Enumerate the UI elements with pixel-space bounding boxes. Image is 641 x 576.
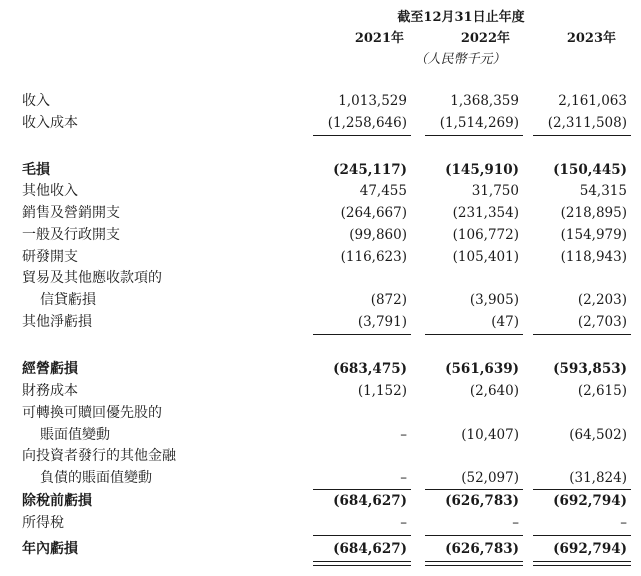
value-2022: (231,354) [452, 205, 519, 221]
table-row [0, 90, 641, 112]
table-row [0, 424, 641, 446]
row-label: 研發開支 [22, 249, 78, 265]
row-label: 收入 [22, 93, 50, 109]
value-2021: (264,667) [340, 205, 407, 221]
value-2021: (872) [370, 292, 407, 308]
year-header-2023: 2023年 [566, 31, 616, 46]
value-2022: – [512, 515, 519, 531]
value-2022: 31,750 [471, 183, 519, 199]
value-2022: (47) [491, 314, 519, 330]
row-label: 其他淨虧損 [22, 314, 92, 330]
subtotal-rule [533, 535, 631, 536]
table-row [0, 490, 641, 512]
subtotal-rule [425, 334, 523, 335]
total-double-rule [313, 561, 411, 566]
value-2021: 1,013,529 [338, 93, 407, 109]
value-2022: (626,783) [445, 541, 519, 557]
subtotal-rule [313, 535, 411, 536]
value-2023: (2,615) [577, 383, 627, 399]
value-2023: (218,895) [560, 205, 627, 221]
subtotal-rule [313, 334, 411, 335]
subtotal-rule [313, 135, 411, 136]
table-row [0, 202, 641, 224]
value-2023: – [620, 515, 627, 531]
table-row [0, 180, 641, 202]
value-2021: (3,791) [357, 314, 407, 330]
value-2023: (2,311,508) [547, 115, 627, 131]
value-2021: (99,860) [349, 227, 407, 243]
value-2021: (684,627) [333, 493, 407, 509]
value-2023: (593,853) [553, 361, 627, 377]
row-label: 毛損 [22, 162, 50, 178]
value-2023: (692,794) [553, 541, 627, 557]
year-header-2022: 2022年 [460, 31, 510, 46]
value-2022: (52,097) [461, 470, 519, 486]
row-label: 收入成本 [22, 115, 78, 131]
total-double-rule [425, 561, 523, 566]
value-2021: (1,152) [357, 383, 407, 399]
row-label: 信貸虧損 [40, 292, 96, 308]
table-row [0, 512, 641, 534]
value-2022: (1,514,269) [439, 115, 519, 131]
value-2021: (245,117) [333, 162, 407, 178]
table-row [0, 246, 641, 268]
value-2022: (3,905) [469, 292, 519, 308]
table-row [0, 112, 641, 134]
value-2021: – [400, 427, 407, 443]
row-label: 財務成本 [22, 383, 78, 399]
value-2022: (105,401) [452, 249, 519, 265]
value-2023: 2,161,063 [558, 93, 627, 109]
row-label: 向投資者發行的其他金融 [22, 448, 176, 464]
value-2021: (1,258,646) [327, 115, 407, 131]
table-row [0, 467, 641, 489]
value-2023: (2,203) [577, 292, 627, 308]
period-header: 截至12月31日止年度 [397, 10, 525, 25]
table-row [0, 402, 641, 424]
table-row [0, 538, 641, 560]
value-2022: (561,639) [445, 361, 519, 377]
unit-note: （人民幣千元） [414, 52, 506, 67]
value-2023: (118,943) [560, 249, 627, 265]
subtotal-rule [533, 135, 631, 136]
row-label: 一般及行政開支 [22, 227, 120, 243]
value-2021: 47,455 [359, 183, 407, 199]
table-row [0, 224, 641, 246]
row-label: 賬面值變動 [40, 427, 110, 443]
row-label: 負債的賬面值變動 [40, 470, 152, 486]
subtotal-rule [425, 535, 523, 536]
value-2022: (626,783) [445, 493, 519, 509]
value-2021: (116,623) [340, 249, 407, 265]
value-2023: (154,979) [560, 227, 627, 243]
row-label: 除稅前虧損 [22, 493, 92, 509]
row-label: 所得稅 [22, 515, 64, 531]
value-2022: (2,640) [469, 383, 519, 399]
subtotal-rule [533, 334, 631, 335]
row-label: 貿易及其他應收款項的 [22, 270, 162, 286]
value-2021: – [400, 470, 407, 486]
table-row [0, 445, 641, 467]
value-2023: (2,703) [577, 314, 627, 330]
row-label: 銷售及營銷開支 [22, 205, 120, 221]
value-2023: 54,315 [579, 183, 627, 199]
row-label: 其他收入 [22, 183, 78, 199]
value-2023: (31,824) [569, 470, 627, 486]
table-row [0, 289, 641, 311]
value-2021: (683,475) [333, 361, 407, 377]
value-2022: (145,910) [445, 162, 519, 178]
value-2022: 1,368,359 [450, 93, 519, 109]
table-row [0, 311, 641, 333]
row-label: 年內虧損 [22, 541, 78, 557]
value-2023: (692,794) [553, 493, 627, 509]
table-row [0, 380, 641, 402]
value-2022: (106,772) [452, 227, 519, 243]
table-row [0, 159, 641, 181]
value-2021: – [400, 515, 407, 531]
value-2023: (150,445) [553, 162, 627, 178]
table-row [0, 267, 641, 289]
row-label: 經營虧損 [22, 361, 78, 377]
value-2022: (10,407) [461, 427, 519, 443]
subtotal-rule [425, 135, 523, 136]
row-label: 可轉換可贖回優先股的 [22, 405, 162, 421]
total-double-rule [533, 561, 631, 566]
value-2021: (684,627) [333, 541, 407, 557]
year-header-2021: 2021年 [354, 31, 404, 46]
table-row [0, 358, 641, 380]
value-2023: (64,502) [569, 427, 627, 443]
